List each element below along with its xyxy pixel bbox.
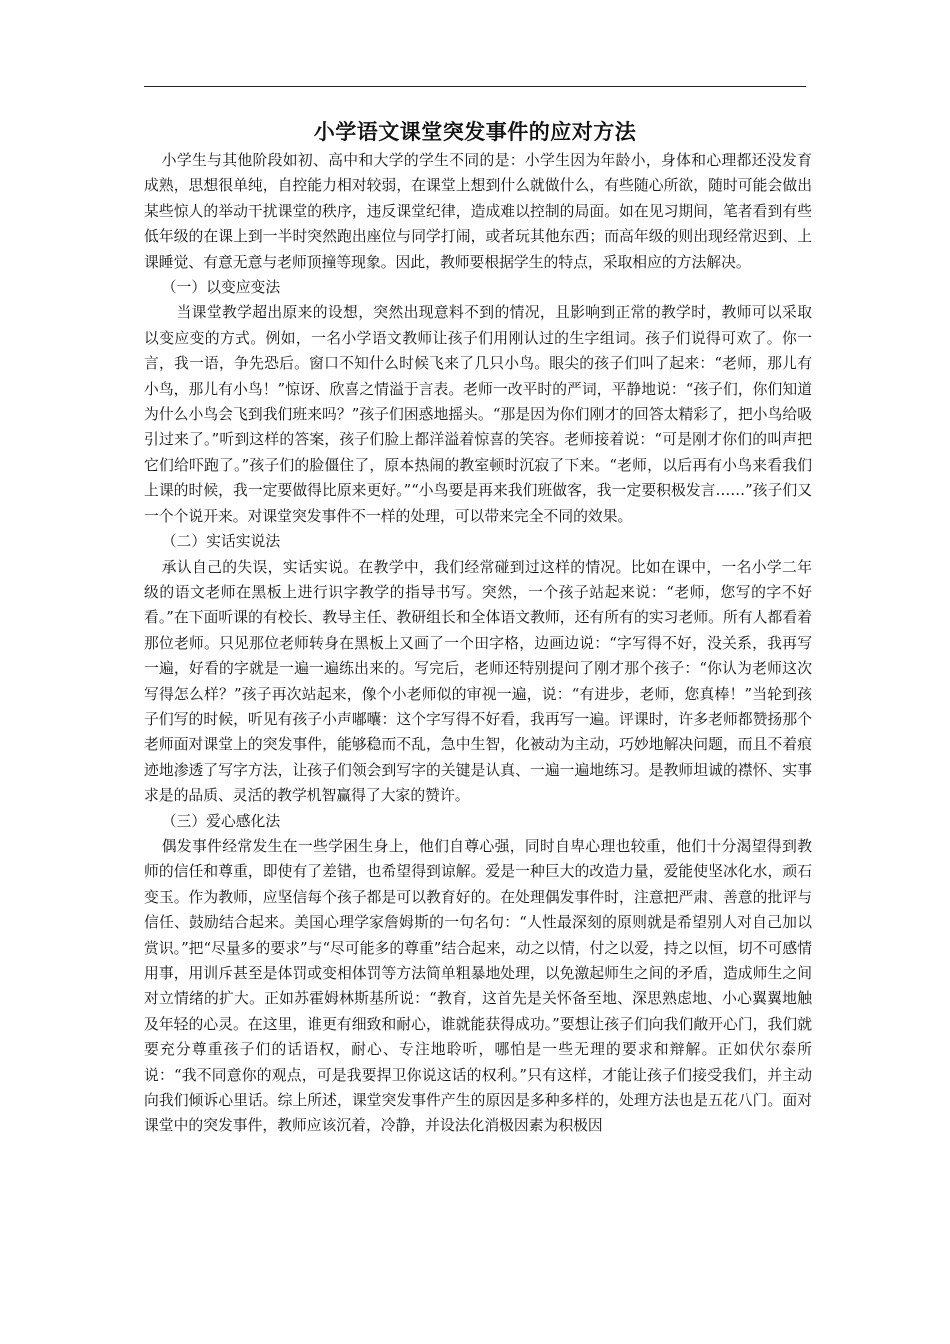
header-rule	[144, 86, 806, 87]
section-1-paragraph: 当课堂教学超出原来的设想，突然出现意料不到的情况，且影响到正常的教学时，教师可以采取以变应变的方式。例如，一名小学语文教师让孩子们用刚认过的生字组词。孩子们说得可欢了。你一言，我一语，争先恐后。窗口不知什么时候飞来了几只小鸟。眼尖的孩子们叫了起来：“老师，那儿有小鸟，那儿有小鸟！”惊讶、欣喜之情溢于言表。老师一改平时的严词，平静地说：“孩子们，你们知道为什么小鸟会飞到我们班来吗？”孩子们困惑地摇头。“那是因为你们刚才的回答太精彩了，把小鸟给吸引过来了。”听到这样的答案，孩子们脸上都洋溢着惊喜的笑容。老师接着说：“可是刚才你们的叫声把它们给吓跑了。”孩子们的脸僵住了，原本热闹的教室顿时沉寂了下来。“老师，以后再有小鸟来看我们上课的时候，我一定要做得比原来更好。”“小鸟要是再来我们班做客，我一定要积极发言……”孩子们又一个个说开来。对课堂突发事件不一样的处理，可以带来完全不同的效果。	[144, 304, 812, 525]
document-body	[144, 148, 812, 1139]
section-3-heading: （三）爱心感化法	[161, 812, 281, 830]
section-1-heading: （一）以变应变法	[161, 279, 281, 297]
section-2-paragraph: 承认自己的失误，实话实说。在教学中，我们经常碰到过这样的情况。比如在课中，一名小学二年级的语文老师在黑板上进行识字教学的指导书写。突然，一个孩子站起来说：“老师，您写的字不好看。”在下面听课的有校长、教导主任、教研组长和全体语文教师，还有所有的实习老师。所有人都看着那位老师。只见那位老师转身在黑板上又画了一个田字格，边画边说：“字写得不好，没关系，我再写一遍，好看的字就是一遍一遍练出来的。写完后，老师还特别提问了刚才那个孩子：“你认为老师这次写得怎么样？”孩子再次站起来，像个小老师似的审视一遍，说：“有进步，老师，您真棒！”当轮到孩子们写的时候，听见有孩子小声嘟囔：这个字写得不好看，我再写一遍。评课时，许多老师都赞扬那个老师面对课堂上的突发事件，能够稳而不乱，急中生智，化被动为主动，巧妙地解决问题，而且不着痕迹地渗透了写字方法，让孩子们领会到写字的关键是认真、一遍一遍地练习。是教师坦诚的襟怀、实事求是的品质、灵活的教学机智赢得了大家的赞许。	[144, 558, 812, 805]
intro-paragraph: 小学生与其他阶段如初、高中和大学的学生不同的是：小学生因为年龄小，身体和心理都还没发育成熟，思想很单纯，自控能力相对较弱，在课堂上想到什么就做什么，有些随心所欲，随时可能会做出某些惊人的举动干扰课堂的秩序，违反课堂纪律，造成难以控制的局面。如在见习期间，笔者看到有些低年级的在课上到一半时突然跑出座位与同学打闹，或者玩其他东西；而高年级的则出现经常迟到、上课睡觉、有意无意与老师顶撞等现象。因此，教师要根据学生的特点，采取相应的方法解决。	[144, 152, 812, 271]
section-3-paragraph: 偶发事件经常发生在一些学困生身上，他们自尊心强，同时自卑心理也较重，他们十分渴望得到教师的信任和尊重，即使有了差错，也希望得到谅解。爱是一种巨大的改造力量，爱能使坚冰化水，顽石变玉。作为教师，应坚信每个孩子都是可以教育好的。在处理偶发事件时，注意把严肃、善意的批评与信任、鼓励结合起来。美国心理学家詹姆斯的一句名句：“人性最深刻的原则就是希望别人对自己加以赏识。”把“尽量多的要求”与“尽可能多的尊重”结合起来，动之以情，付之以爱，持之以恒，切不可感情用事，用训斥甚至是体罚或变相体罚等方法简单粗暴地处理，以免激起师生之间的矛盾，造成师生之间对立情绪的扩大。正如苏霍姆林斯基所说：“教育，这首先是关怀备至地、深思熟虑地、小心翼翼地触及年轻的心灵。在这里，谁更有细致和耐心，谁就能获得成功。”要想让孩子们向我们敞开心门，我们就要充分尊重孩子们的话语权，耐心、专注地聆听，哪怕是一些无理的要求和辩解。正如伏尔泰所说：“我不同意你的观点，可是我要捍卫你说这话的权利。”只有这样，才能让孩子们接受我们，并主动向我们倾诉心里话。综上所述，课堂突发事件产生的原因是多种多样的，处理方法也是五花八门。面对课堂中的突发事件，教师应该沉着，冷静，并设法化消极因素为积极因	[144, 837, 812, 1135]
section-2-heading: （二）实话实说法	[161, 533, 281, 551]
document-title: 小学语文课堂突发事件的应对方法	[313, 120, 637, 144]
